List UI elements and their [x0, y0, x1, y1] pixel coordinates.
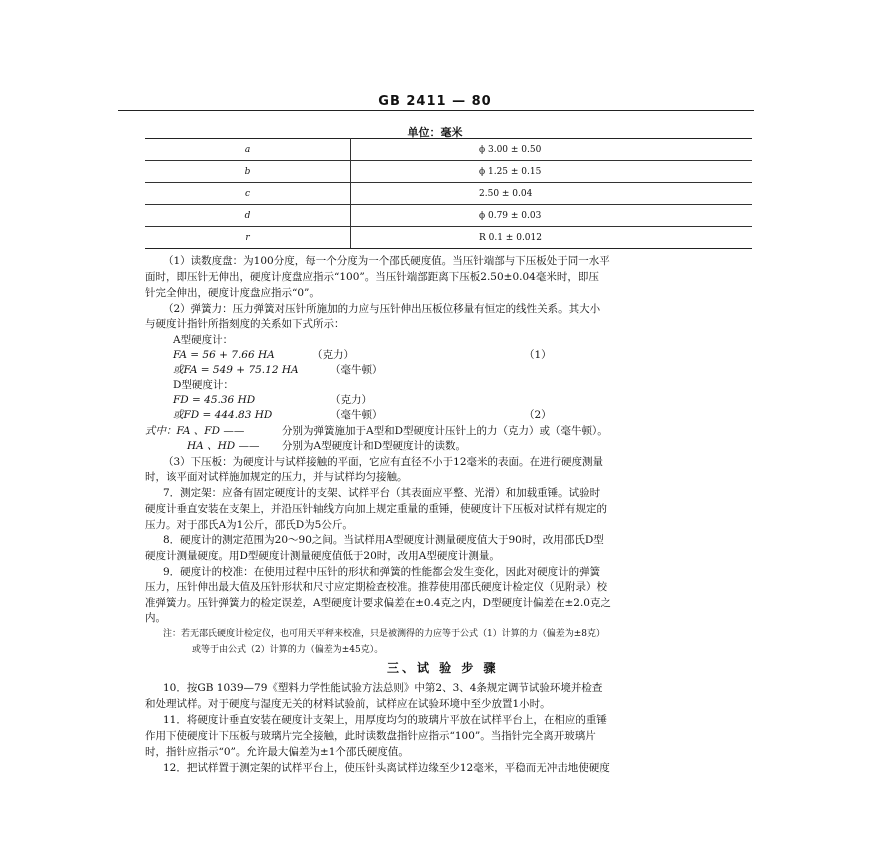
paragraph-line: 和处理试样。对于硬度与湿度无关的材料试验前，试样应在试验环境中至少放置1小时。: [145, 698, 551, 710]
paragraph-line: D型硬度计：: [173, 379, 234, 391]
formula-unit: （克力）: [312, 349, 354, 361]
dimension-symbol: c: [145, 183, 351, 205]
dimension-value: ϕ 0.79 ± 0.03: [351, 205, 753, 227]
formula-unit: （克力）: [330, 394, 372, 406]
paragraph-line: 压力。对于邵氏A为1公斤，邵氏D为5公斤。: [145, 519, 353, 531]
paragraph-line: 准弹簧力。压针弹簧力的检定误差，A型硬度计要求偏差在±0.4克之内，D型硬度计偏差在±2.0克之: [145, 597, 611, 609]
table-row: [145, 227, 752, 249]
paragraph-line: 面时，即压针无伸出，硬度计度盘应指示“100”。当压针端部距离下压板2.50±0.04毫米时，即压: [145, 271, 599, 283]
formula-number: （1）: [524, 349, 552, 361]
dimension-symbol: d: [145, 205, 351, 227]
paragraph-line: 7．测定架：应备有固定硬度计的支架、试样平台（其表面应平整、光滑）和加载重锤。试验时: [163, 487, 601, 499]
note-line: 注：若无邵氏硬度计检定仪，也可用天平秤来校准，只是被测得的力应等于公式（1）计算的力（偏差为±8克）: [163, 629, 605, 639]
formula-legend-text: 分别为弹簧施加于A型和D型硬度计压针上的力（克力）或（毫牛顿）。: [282, 425, 608, 437]
dimension-symbol: b: [145, 161, 351, 183]
dimension-value: ϕ 1.25 ± 0.15: [351, 161, 753, 183]
paragraph-line: 硬度计垂直安装在支架上，并沿压针轴线方向加上规定重量的重锤，使硬度计下压板对试样有规定的: [145, 503, 607, 515]
formula-fd-gram: FD = 45.36 HD: [173, 394, 256, 406]
dimension-value: 2.50 ± 0.04: [351, 183, 753, 205]
paragraph-line: 内。: [145, 612, 166, 624]
dimension-value: R 0.1 ± 0.012: [351, 227, 753, 249]
paragraph-line: 针完全伸出，硬度计度盘应指示“0”。: [145, 287, 320, 299]
dimension-symbol: a: [145, 139, 351, 161]
paragraph-line: （1）读数度盘：为100分度，每一个分度为一个邵氏硬度值。当压针端部与下压板处于同一水平: [163, 255, 610, 267]
header-rule: [118, 110, 754, 111]
paragraph-line: （2）弹簧力：压力弹簧对压针所施加的力应与压针伸出压板位移量有恒定的线性关系。其大小: [163, 303, 601, 315]
formula-fa-millinewton: 或FA = 549 + 75.12 HA: [173, 364, 299, 376]
standard-number-header: GB 2411 — 80: [378, 94, 492, 109]
dimension-table: [145, 138, 752, 249]
table-unit-label: 单位：毫米: [407, 126, 463, 139]
table-row: [145, 139, 752, 161]
paragraph-line: 11．将硬度计垂直安装在硬度计支架上，用厚度均匀的玻璃片平放在试样平台上，在相应的重锤: [163, 714, 607, 726]
paragraph-line: 10．按GB 1039—79《塑料力学性能试验方法总则》中第2、3、4条规定调节试验环境并检查: [163, 682, 603, 694]
formula-unit: （毫牛顿）: [330, 364, 383, 376]
paragraph-line: 时，该平面对试样施加规定的压力，并与试样均匀接触。: [145, 471, 408, 483]
formula-fd-millinewton: 或FD = 444.83 HD: [173, 409, 273, 421]
paragraph-line: 12．把试样置于测定架的试样平台上，使压针头离试样边缘至少12毫米，平稳而无冲击地使硬度: [163, 762, 610, 774]
section-heading: 三、试 验 步 骤: [387, 661, 499, 675]
paragraph-line: （3）下压板：为硬度计与试样接触的平面，它应有直径不小于12毫米的表面。在进行硬度测量: [163, 456, 604, 468]
formula-legend-symbols: HA 、HD ——: [187, 440, 260, 452]
dimension-value: ϕ 3.00 ± 0.50: [351, 139, 753, 161]
paragraph-line: 压力，压针伸出最大值及压针形状和尺寸应定期检查校准。推荐使用邵氏硬度计检定仪（见附录）校: [145, 581, 607, 593]
paragraph-line: 硬度计测量硬度。用D型硬度计测量硬度值低于20时，改用A型硬度计测量。: [145, 550, 500, 562]
paragraph-line: 8．硬度计的测定范围为20～90之间。当试样用A型硬度计测量硬度值大于90时，改用邵氏D型: [163, 534, 604, 546]
note-line: 或等于由公式（2）计算的力（偏差为±45克）。: [192, 645, 384, 655]
formula-legend-symbols: 式中：FA 、FD ——: [145, 425, 245, 437]
dimension-symbol: r: [145, 227, 351, 249]
paragraph-line: 作用下使硬度计下压板与玻璃片完全接触，此时读数盘指针应指示“100”。当指针完全离开玻璃片: [145, 730, 596, 742]
paragraph-line: 与硬度计指针所指刻度的关系如下式所示：: [145, 318, 345, 330]
table-row: [145, 161, 752, 183]
table-row: [145, 183, 752, 205]
formula-unit: （毫牛顿）: [330, 409, 383, 421]
formula-number: （2）: [524, 409, 552, 421]
paragraph-line: A型硬度计：: [173, 334, 234, 346]
table-row: [145, 205, 752, 227]
formula-fa-gram: FA = 56 + 7.66 HA: [173, 349, 275, 361]
paragraph-line: 时，指针应指示“0”。允许最大偏差为±1个邵氏硬度值。: [145, 746, 409, 758]
paragraph-line: 9．硬度计的校准：在使用过程中压针的形状和弹簧的性能都会发生变化，因此对硬度计的弹簧: [163, 566, 601, 578]
formula-legend-text: 分别为A型硬度计和D型硬度计的读数。: [282, 440, 467, 452]
